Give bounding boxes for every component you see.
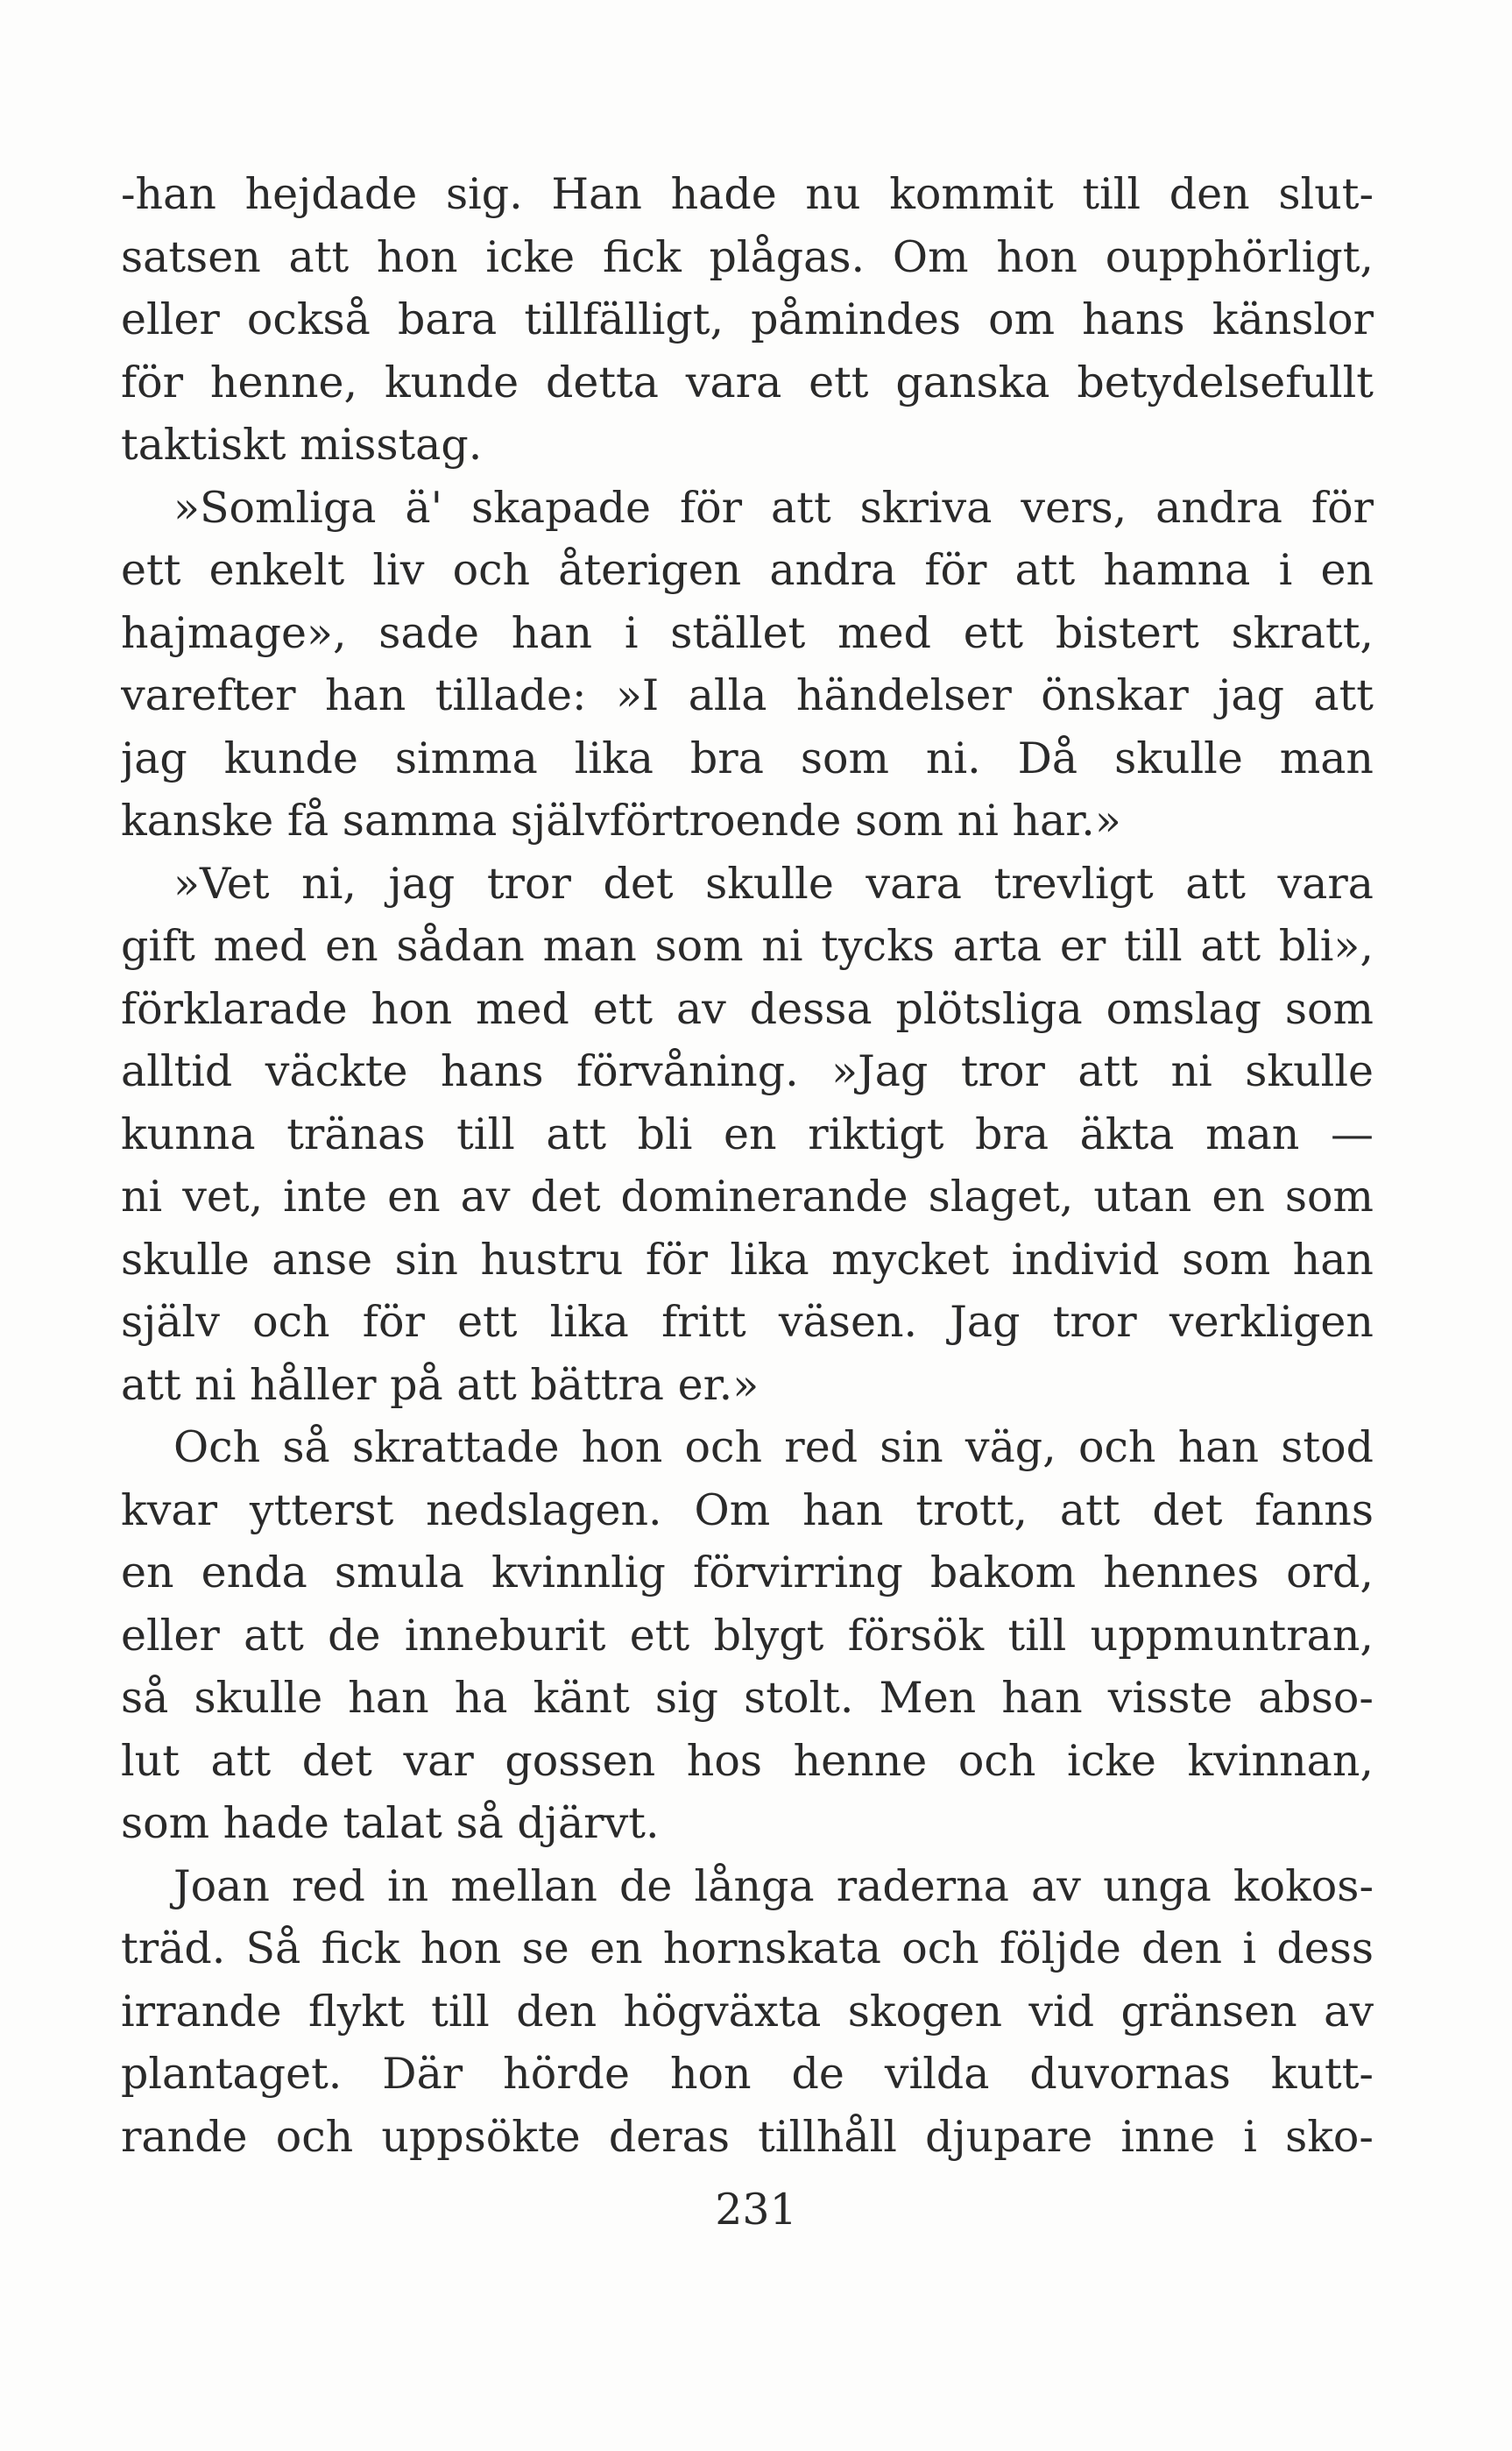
text-line: kanske få samma självförtroende som ni har.» — [121, 796, 1121, 846]
text-line: så skulle han ha känt sig stolt. Men han visste abso- — [121, 1673, 1374, 1723]
text-line: Och så skrattade hon och red sin väg, och han stod — [173, 1422, 1374, 1472]
text-line: »Somliga ä' skapade för att skriva vers, andra för — [173, 482, 1374, 533]
text-line: som hade talat så djärvt. — [121, 1798, 660, 1848]
text-line: lut att det var gossen hos henne och icke kvinnan, — [121, 1735, 1374, 1786]
text-line: för henne, kunde detta vara ett ganska betydelsefullt — [121, 357, 1374, 407]
text-line: gift med en sådan man som ni tycks arta er till att bli», — [121, 921, 1374, 971]
text-line: träd. Så fick hon se en hornskata och följde den i dess — [121, 1923, 1374, 1973]
text-line: en enda smula kvinnlig förvirring bakom hennes ord, — [121, 1548, 1374, 1597]
text-line: satsen att hon icke fick plågas. Om hon oupphörligt, — [121, 231, 1374, 282]
text-line: förklarade hon med ett av dessa plötsliga omslag som — [121, 983, 1374, 1034]
text-line: ni vet, inte en av det dominerande slaget, utan en som — [121, 1172, 1374, 1222]
text-line: irrande flykt till den högväxta skogen vid gränsen av — [121, 1986, 1374, 2037]
text-line: kunna tränas till att bli en riktigt bra äkta man — — [121, 1109, 1374, 1159]
text-line: plantaget. Där hörde hon de vilda duvornas kutt- — [121, 2049, 1374, 2099]
text-line: skulle anse sin hustru för lika mycket individ som han — [121, 1234, 1374, 1285]
text-line: -han hejdade sig. Han hade nu kommit till den slut- — [121, 169, 1374, 219]
text-line: själv och för ett lika fritt väsen. Jag tror verkligen — [121, 1297, 1374, 1347]
text-line: eller att de inneburit ett blygt försök till uppmuntran, — [121, 1610, 1374, 1661]
text-line: »Vet ni, jag tror det skulle vara trevligt att vara — [173, 858, 1374, 909]
text-line: Joan red in mellan de långa raderna av unga kokos- — [173, 1860, 1374, 1911]
text-line: taktiskt misstag. — [121, 420, 483, 470]
text-line: hajmage», sade han i stället med ett bistert skratt, — [121, 607, 1374, 658]
text-line: alltid väckte hans förvåning. »Jag tror att ni skulle — [121, 1046, 1374, 1096]
text-line: jag kunde simma lika bra som ni. Då skulle man — [121, 733, 1374, 783]
text-line: eller också bara tillfälligt, påmindes om hans känslor — [121, 294, 1374, 344]
text-line: varefter han tillade: »I alla händelser önskar jag att — [121, 670, 1374, 720]
text-line: ett enkelt liv och återigen andra för att hamna i en — [121, 545, 1374, 595]
text-line: att ni håller på att bättra er.» — [121, 1359, 760, 1410]
page-number: 231 — [715, 2185, 797, 2235]
text-line: kvar ytterst nedslagen. Om han trott, att det fanns — [121, 1484, 1374, 1535]
body-text — [121, 163, 1374, 2168]
text-line: rande och uppsökte deras tillhåll djupare inne i sko- — [121, 2111, 1374, 2162]
